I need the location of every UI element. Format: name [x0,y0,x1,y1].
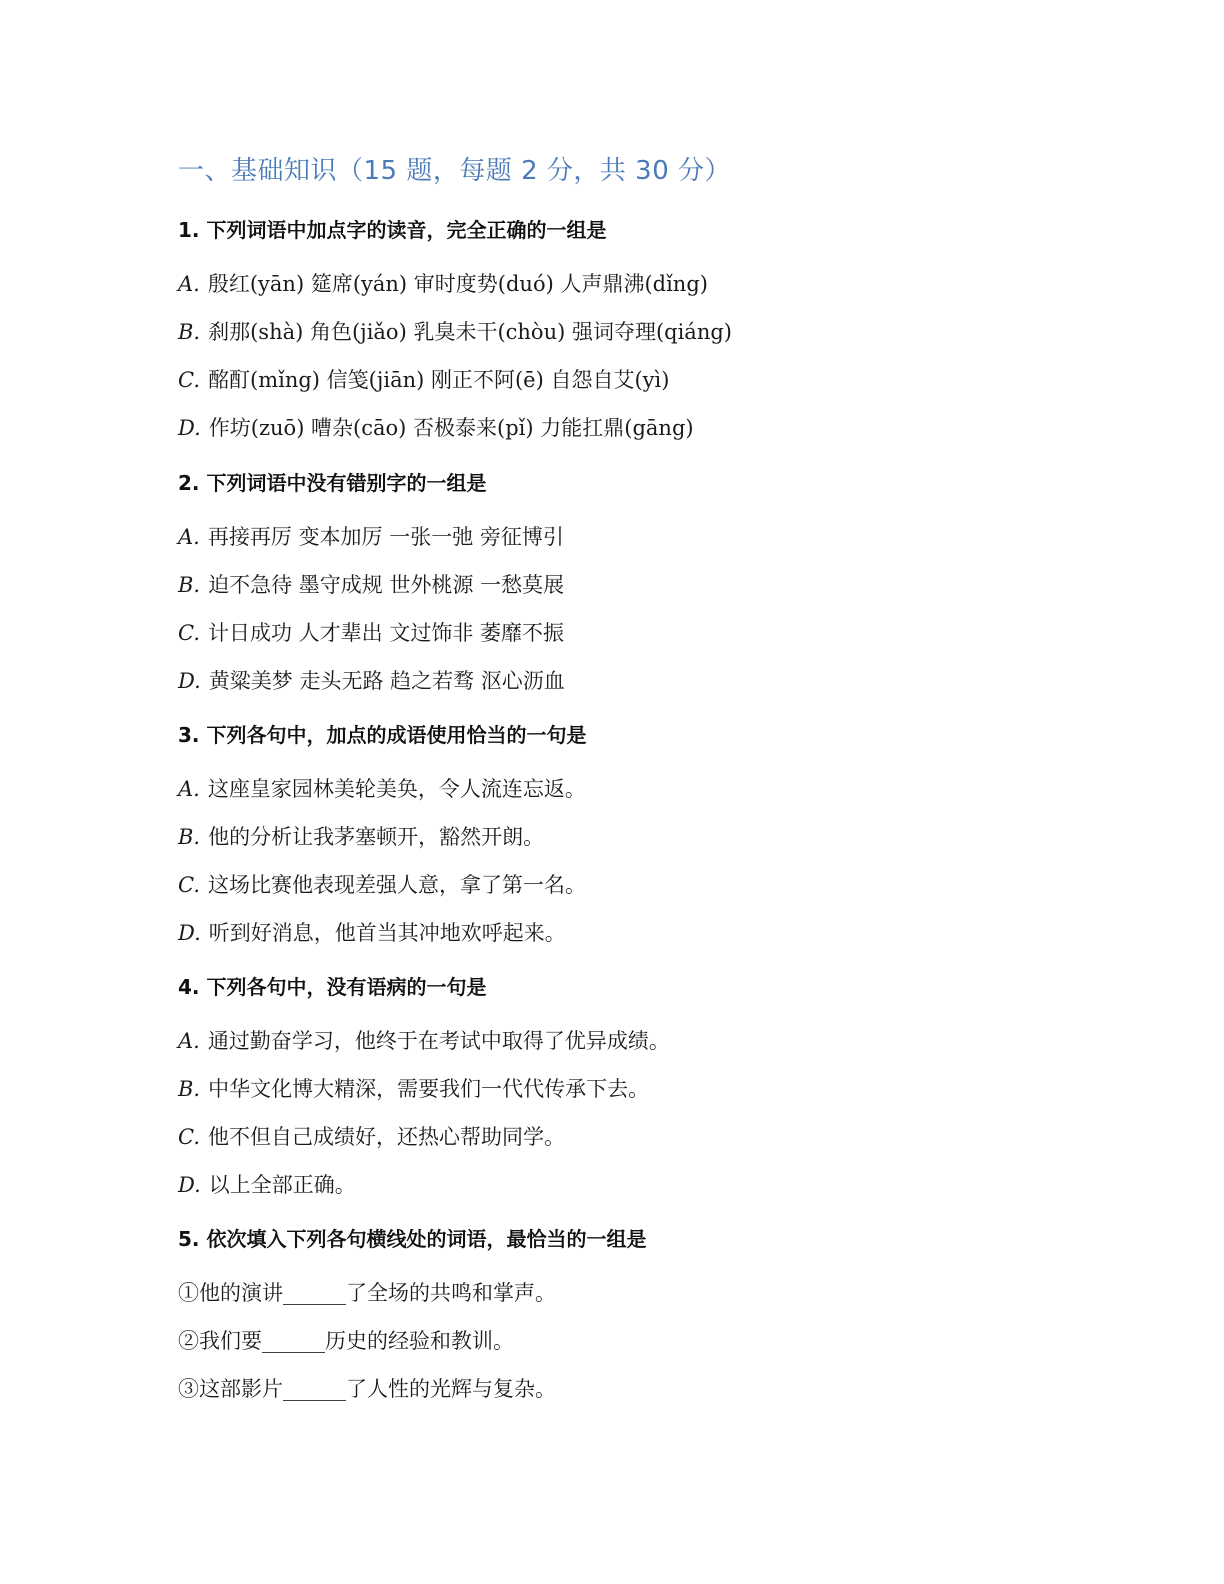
option-text: 以上全部正确。 [208,1173,356,1197]
option-letter: D. [178,416,201,440]
question-5-stem: 5. 依次填入下列各句横线处的词语，最恰当的一组是 [178,1227,647,1251]
question-3-option-b [178,821,544,851]
option-text: 他不但自己成绩好，还热心帮助同学。 [208,1125,565,1149]
question-2-option-d [178,665,565,695]
option-text: 迫不急待 墨守成规 世外桃源 一愁莫展 [208,573,565,597]
option-text: 通过勤奋学习，他终于在考试中取得了优异成绩。 [207,1029,670,1053]
option-text: 中华文化博大精深，需要我们一代代传承下去。 [208,1077,650,1101]
option-letter: A. [178,777,200,801]
option-letter: D. [178,1173,201,1197]
option-text: 这座皇家园林美轮美奂，令人流连忘返。 [207,777,586,801]
question-2-option-a [178,521,564,551]
option-letter: A. [178,272,200,296]
option-letter: D. [178,669,201,693]
question-1-option-d [178,412,694,442]
option-text: 黄粱美梦 走头无路 趋之若骛 沤心沥血 [208,669,565,693]
option-letter: C. [178,873,200,897]
section-title: 一、基础知识（15 题，每题 2 分，共 30 分） [178,156,732,186]
option-letter: C. [178,621,200,645]
option-text: 他的分析让我茅塞顿开，豁然开朗。 [208,825,545,849]
option-letter: C. [178,368,200,392]
question-1-option-a [178,268,708,298]
question-5-sentence-3: ③这部影片______了人性的光辉与复杂。 [178,1377,556,1401]
option-text: 酩酊(mǐng) 信笺(jiān) 刚正不阿(ē) 自怨自艾(yì) [208,368,670,392]
question-1-option-b [178,316,732,346]
option-letter: C. [178,1125,200,1149]
question-3-stem: 3. 下列各句中，加点的成语使用恰当的一句是 [178,723,587,747]
option-text: 作坊(zuō) 嘈杂(cāo) 否极泰来(pǐ) 力能扛鼎(gāng) [208,416,694,440]
question-1-option-c [178,364,669,394]
option-letter: B. [178,573,201,597]
option-text: 再接再厉 变本加厉 一张一弛 旁征博引 [207,525,564,549]
question-4-option-d [178,1169,356,1199]
option-text: 听到好消息，他首当其冲地欢呼起来。 [208,921,566,945]
option-text: 这场比赛他表现差强人意，拿了第一名。 [208,873,586,897]
option-letter: D. [178,921,201,945]
question-4-option-c [178,1121,565,1151]
question-4-option-a [178,1025,670,1055]
option-text: 计日成功 人才辈出 文过饰非 萎靡不振 [208,621,565,645]
option-letter: B. [178,320,201,344]
question-1-stem: 1. 下列词语中加点字的读音，完全正确的一组是 [178,218,607,242]
question-5-sentence-2: ②我们要______历史的经验和教训。 [178,1329,514,1353]
option-letter: A. [178,1029,200,1053]
question-2-stem: 2. 下列词语中没有错别字的一组是 [178,471,487,495]
option-text: 刹那(shà) 角色(jiǎo) 乳臭未干(chòu) 强词夺理(qiáng) [208,320,732,344]
question-3-option-c [178,869,586,899]
question-4-stem: 4. 下列各句中，没有语病的一句是 [178,975,487,999]
question-4-option-b [178,1073,649,1103]
question-3-option-d [178,917,566,947]
option-letter: B. [178,1077,201,1101]
question-2-option-b [178,569,564,599]
question-2-option-c [178,617,564,647]
option-text: 殷红(yān) 筵席(yán) 审时度势(duó) 人声鼎沸(dǐng) [207,272,708,296]
question-5-sentence-1: ①他的演讲______了全场的共鸣和掌声。 [178,1281,556,1305]
option-letter: B. [178,825,201,849]
question-3-option-a [178,773,586,803]
option-letter: A. [178,525,200,549]
